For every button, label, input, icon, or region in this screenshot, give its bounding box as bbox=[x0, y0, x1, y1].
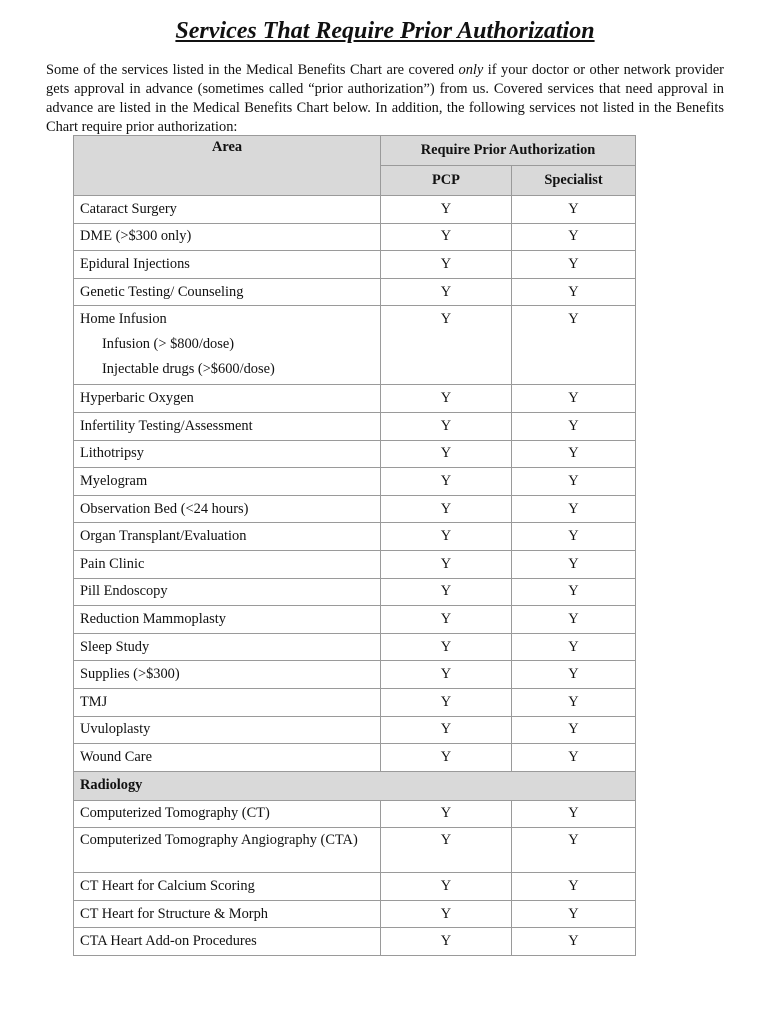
area-cell: Reduction Mammoplasty bbox=[74, 606, 381, 634]
specialist-cell: Y bbox=[512, 412, 636, 440]
area-sub-label: Injectable drugs (>$600/dose) bbox=[102, 361, 275, 378]
area-cell: CT Heart for Structure & Morph bbox=[74, 900, 381, 928]
section-radiology: Radiology bbox=[74, 771, 636, 800]
specialist-cell: Y bbox=[512, 278, 636, 306]
specialist-cell: Y bbox=[512, 578, 636, 606]
pcp-cell: Y bbox=[381, 661, 512, 689]
header-require-prior-auth: Require Prior Authorization bbox=[381, 136, 636, 166]
specialist-cell: Y bbox=[512, 800, 636, 828]
area-cell: Lithotripsy bbox=[74, 440, 381, 468]
pcp-cell: Y bbox=[381, 716, 512, 744]
table-row bbox=[74, 468, 636, 496]
area-sub-label: Infusion (> $800/dose) bbox=[102, 336, 235, 353]
area-cell: Cataract Surgery bbox=[74, 196, 381, 224]
intro-paragraph bbox=[46, 61, 724, 137]
table-row bbox=[74, 661, 636, 689]
area-cell: Pain Clinic bbox=[74, 550, 381, 578]
specialist-cell: Y bbox=[512, 523, 636, 551]
area-cell: DME (>$300 only) bbox=[74, 223, 381, 251]
specialist-cell: Y bbox=[512, 251, 636, 279]
pcp-cell: Y bbox=[381, 251, 512, 279]
pcp-cell: Y bbox=[381, 800, 512, 828]
specialist-cell: Y bbox=[512, 495, 636, 523]
area-cell: Infertility Testing/Assessment bbox=[74, 412, 381, 440]
specialist-cell: Y bbox=[512, 223, 636, 251]
table-row bbox=[74, 606, 636, 634]
header-pcp: PCP bbox=[381, 166, 512, 196]
specialist-cell: Y bbox=[512, 633, 636, 661]
specialist-cell: Y bbox=[512, 928, 636, 956]
area-cell: CT Heart for Calcium Scoring bbox=[74, 873, 381, 901]
area-cell: Organ Transplant/Evaluation bbox=[74, 523, 381, 551]
table-row bbox=[74, 578, 636, 606]
pcp-cell: Y bbox=[381, 223, 512, 251]
page-title: Services That Require Prior Authorization bbox=[175, 18, 595, 44]
table-row bbox=[74, 900, 636, 928]
table-row bbox=[74, 278, 636, 306]
pcp-cell: Y bbox=[381, 578, 512, 606]
specialist-cell: Y bbox=[512, 828, 636, 873]
specialist-cell: Y bbox=[512, 716, 636, 744]
pcp-cell: Y bbox=[381, 550, 512, 578]
pcp-cell: Y bbox=[381, 688, 512, 716]
specialist-cell: Y bbox=[512, 606, 636, 634]
area-cell: Epidural Injections bbox=[74, 251, 381, 279]
specialist-cell: Y bbox=[512, 468, 636, 496]
specialist-cell: Y bbox=[512, 306, 636, 385]
area-cell: Observation Bed (<24 hours) bbox=[74, 495, 381, 523]
table-row bbox=[74, 251, 636, 279]
specialist-cell: Y bbox=[512, 873, 636, 901]
area-cell: Pill Endoscopy bbox=[74, 578, 381, 606]
table-row bbox=[74, 716, 636, 744]
table-row bbox=[74, 873, 636, 901]
specialist-cell: Y bbox=[512, 744, 636, 772]
area-cell: Supplies (>$300) bbox=[74, 661, 381, 689]
area-cell: Wound Care bbox=[74, 744, 381, 772]
specialist-cell: Y bbox=[512, 661, 636, 689]
table-row bbox=[74, 196, 636, 224]
pcp-cell: Y bbox=[381, 278, 512, 306]
pcp-cell: Y bbox=[381, 412, 512, 440]
pcp-cell: Y bbox=[381, 928, 512, 956]
area-cell: Hyperbaric Oxygen bbox=[74, 385, 381, 413]
section-row bbox=[74, 771, 636, 800]
specialist-cell: Y bbox=[512, 550, 636, 578]
table-row bbox=[74, 688, 636, 716]
table-row bbox=[74, 412, 636, 440]
pcp-cell: Y bbox=[381, 873, 512, 901]
table-row bbox=[74, 800, 636, 828]
table-row bbox=[74, 744, 636, 772]
table-row bbox=[74, 440, 636, 468]
table-row bbox=[74, 633, 636, 661]
intro-text-2: if your doctor or other network provider gets approval in advance (sometimes called “prior authorization”) from us. Covered services that need approval in advance are listed in the Medical Benefits Chart below. In addition, the following services not listed in the Benefits Chart require prior authorization: bbox=[46, 62, 724, 135]
specialist-cell: Y bbox=[512, 196, 636, 224]
intro-text-1: Some of the services listed in the Medical Benefits Chart are covered bbox=[46, 62, 459, 78]
pcp-cell: Y bbox=[381, 440, 512, 468]
table-row bbox=[74, 523, 636, 551]
pcp-cell: Y bbox=[381, 468, 512, 496]
area-label: Home Infusion bbox=[80, 311, 167, 328]
header-area: Area bbox=[74, 136, 381, 196]
area-cell: Computerized Tomography Angiography (CTA) bbox=[74, 828, 381, 873]
pcp-cell: Y bbox=[381, 196, 512, 224]
specialist-cell: Y bbox=[512, 385, 636, 413]
table-row bbox=[74, 306, 636, 385]
table-row bbox=[74, 385, 636, 413]
pcp-cell: Y bbox=[381, 744, 512, 772]
pcp-cell: Y bbox=[381, 385, 512, 413]
prior-auth-table bbox=[73, 135, 636, 956]
pcp-cell: Y bbox=[381, 306, 512, 385]
table-row bbox=[74, 828, 636, 873]
header-specialist: Specialist bbox=[512, 166, 636, 196]
pcp-cell: Y bbox=[381, 523, 512, 551]
specialist-cell: Y bbox=[512, 900, 636, 928]
table-row bbox=[74, 223, 636, 251]
area-cell: Uvuloplasty bbox=[74, 716, 381, 744]
area-cell: Genetic Testing/ Counseling bbox=[74, 278, 381, 306]
pcp-cell: Y bbox=[381, 900, 512, 928]
table-row bbox=[74, 550, 636, 578]
pcp-cell: Y bbox=[381, 828, 512, 873]
pcp-cell: Y bbox=[381, 606, 512, 634]
pcp-cell: Y bbox=[381, 633, 512, 661]
intro-emphasis: only bbox=[458, 62, 484, 78]
area-cell: Myelogram bbox=[74, 468, 381, 496]
table-row bbox=[74, 495, 636, 523]
pcp-cell: Y bbox=[381, 495, 512, 523]
area-cell bbox=[74, 306, 381, 385]
area-cell: Computerized Tomography (CT) bbox=[74, 800, 381, 828]
area-cell: CTA Heart Add-on Procedures bbox=[74, 928, 381, 956]
specialist-cell: Y bbox=[512, 688, 636, 716]
area-cell: Sleep Study bbox=[74, 633, 381, 661]
area-cell: TMJ bbox=[74, 688, 381, 716]
table-row bbox=[74, 928, 636, 956]
specialist-cell: Y bbox=[512, 440, 636, 468]
